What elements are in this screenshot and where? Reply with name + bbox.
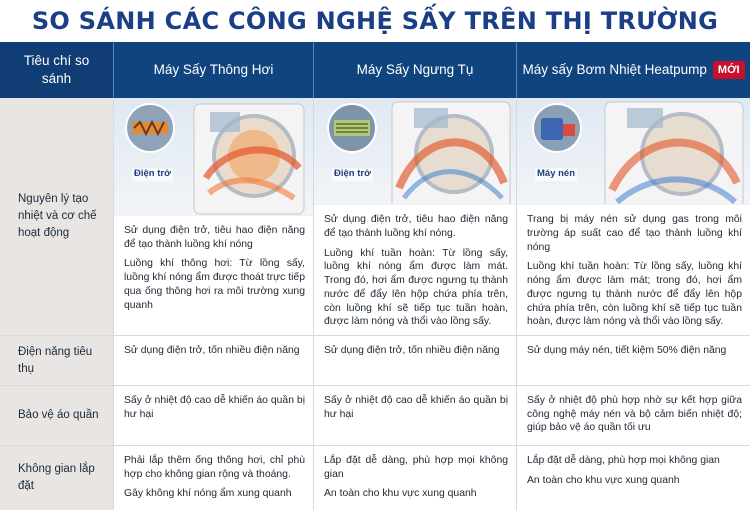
table-row-energy	[0, 336, 750, 386]
header-condenser-dryer: Máy Sấy Ngưng Tụ	[314, 42, 517, 98]
cell-protection-condenser	[314, 386, 517, 445]
principle-heatpump-text-1: Trang bị máy nén sử dụng gas trong môi trường áp suất cao để tạo thành luồng khí nóng	[527, 214, 742, 253]
principle-vented-text-2: Luồng khí thông hơi: Từ lồng sấy, luồng khí nóng ẩm được thoát trực tiếp qua ống thông hơi ra môi trường xung quanh	[124, 258, 305, 311]
cell-principle-vented	[114, 98, 314, 335]
cell-energy-vented	[114, 336, 314, 385]
heater-caption: Điện trở	[334, 168, 371, 179]
cell-protection-vented	[114, 386, 314, 445]
protection-heatpump-text: Sấy ở nhiệt độ phù hợp nhờ sự kết hợp giữa công nghệ máy nén và bộ cảm biến nhiệt độ; giúp bảo vệ áo quần tối ưu	[527, 395, 742, 434]
table-row-protection	[0, 386, 750, 446]
header-heatpump-dryer	[517, 42, 750, 98]
header-criteria: Tiêu chí so sánh	[0, 42, 114, 98]
cell-energy-condenser	[314, 336, 517, 385]
installation-heatpump-text-1: Lắp đặt dễ dàng, phù hợp mọi không gian	[527, 455, 720, 466]
installation-heatpump-text-2: An toàn cho khu vực xung quanh	[527, 474, 680, 486]
row-label-principle: Nguyên lý tạo nhiệt và cơ chế hoạt động	[0, 98, 114, 335]
protection-vented-text: Sấy ở nhiệt độ cao dễ khiến áo quần bị hư hại	[124, 395, 305, 420]
cell-energy-heatpump	[517, 336, 750, 385]
cell-principle-condenser	[314, 98, 517, 335]
installation-condenser-text-1: Lắp đặt dễ dàng, phù hợp mọi không gian	[324, 455, 508, 480]
header-heatpump-label: Máy sấy Bơm Nhiệt Heatpump	[522, 62, 707, 78]
energy-vented-text: Sử dụng điện trở, tốn nhiều điện năng	[124, 345, 300, 356]
row-label-protection: Bảo vệ áo quần	[0, 386, 114, 445]
row-label-energy: Điện năng tiêu thụ	[0, 336, 114, 385]
new-badge: MỚI	[713, 61, 745, 79]
principle-heatpump-text-2: Luồng khí tuần hoàn: Từ lồng sấy, luồng khí nóng ẩm được làm mát; trong đó, hơi ẩm được ngưng tụ thành nước để đẩy lên hộp chứa phía trên, còn luồng khí sẽ tiếp tục tuần hoàn, được làm nóng và thổi vào lồng sấy.	[527, 261, 742, 328]
table-row-principle	[0, 98, 750, 336]
cell-installation-condenser	[314, 446, 517, 510]
energy-heatpump-text: Sử dụng máy nén, tiết kiệm 50% điện năng	[527, 345, 727, 356]
compressor-caption: Máy nén	[537, 168, 576, 179]
row-label-installation: Không gian lắp đặt	[0, 446, 114, 510]
cell-principle-heatpump	[517, 98, 750, 335]
table-row-installation	[0, 446, 750, 510]
installation-vented-text-2: Gây không khí nóng ẩm xung quanh	[124, 488, 292, 500]
heater-caption: Điện trở	[134, 168, 171, 179]
heatpump-dryer-illustration	[517, 98, 750, 205]
cell-installation-heatpump	[517, 446, 750, 510]
cell-installation-vented	[114, 446, 314, 510]
cell-protection-heatpump	[517, 386, 750, 445]
installation-condenser-text-2: An toàn cho khu vực xung quanh	[324, 488, 477, 500]
principle-condenser-text-1: Sử dụng điện trở, tiêu hao điện năng để tạo thành luồng khí nóng.	[324, 214, 508, 239]
installation-vented-text-1: Phải lắp thêm ống thông hơi, chỉ phù hợp cho không gian rộng và thoáng.	[124, 455, 305, 480]
table-header	[0, 42, 750, 98]
principle-condenser-text-2: Luồng khí tuần hoàn: Từ lồng sấy, luồng khí nóng ẩm được làm mát. Trong đó, hơi ẩm được ngưng tụ thành nước để đẩy lên hộp chứa phía trên, còn luồng khí sẽ tiếp tục tuần hoàn, được làm nóng và thổi vào lồng sấy.	[324, 247, 508, 328]
energy-condenser-text: Sử dụng điện trở, tốn nhiều điện năng	[324, 345, 500, 356]
header-vented-dryer: Máy Sấy Thông Hơi	[114, 42, 314, 98]
page-title: SO SÁNH CÁC CÔNG NGHỆ SẤY TRÊN THỊ TRƯỜNG	[31, 7, 719, 35]
vented-dryer-illustration	[114, 98, 313, 216]
protection-condenser-text: Sấy ở nhiệt độ cao dễ khiến áo quần bị hư hại	[324, 395, 508, 420]
condenser-dryer-illustration	[314, 98, 516, 205]
principle-vented-text-1: Sử dụng điện trở, tiêu hao điện năng để tạo thành luồng khí nóng	[124, 225, 305, 250]
